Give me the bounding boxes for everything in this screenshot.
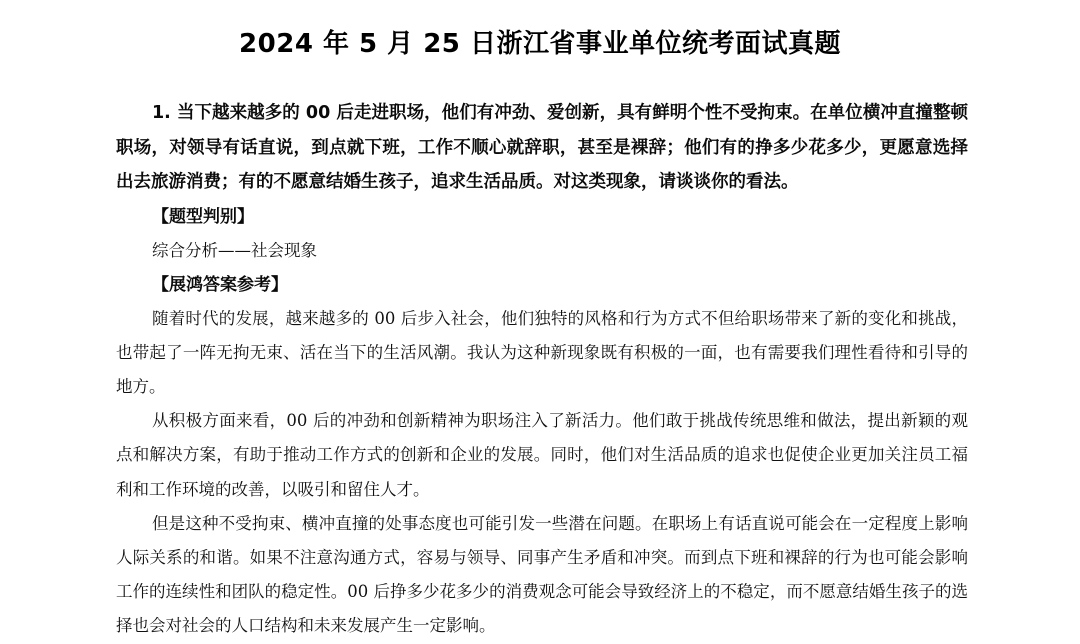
document-body [116, 96, 968, 644]
answer-paragraph: 随着时代的发展，越来越多的 00 后步入社会，他们独特的风格和行为方式不但给职场带来了新的变化和挑战，也带起了一阵无拘无束、活在当下的生活风潮。我认为这种新现象既有积极的一面，也有需要我们理性看待和引导的地方。 [116, 308, 968, 396]
type-value: 综合分析——社会现象 [152, 240, 317, 260]
document-title: 2024 年 5 月 25 日浙江省事业单位统考面试真题 [239, 29, 841, 59]
answer-paragraph: 但是这种不受拘束、横冲直撞的处事态度也可能引发一些潜在问题。在职场上有话直说可能会在一定程度上影响人际关系的和谐。如果不注意沟通方式，容易与领导、同事产生矛盾和冲突。而到点下班和裸辞的行为也可能会影响工作的连续性和团队的稳定性。00 后挣多少花多少的消费观念可能会导致经济上的不稳定，而不愿意结婚生孩子的选择也会对社会的人口结构和未来发展产生一定影响。 [116, 513, 968, 636]
type-heading: 【题型判别】 [152, 206, 254, 227]
question-text: 1. 当下越来越多的 00 后走进职场，他们有冲劲、爱创新，具有鲜明个性不受拘束。在单位横冲直撞整顿职场，对领导有话直说，到点就下班，工作不顺心就辞职，甚至是裸辞；他们有的挣多少花多少，更愿意选择出去旅游消费；有的不愿意结婚生孩子，追求生活品质。对这类现象，请谈谈你的看法。 [116, 103, 968, 192]
answer-heading: 【展鸿答案参考】 [152, 274, 288, 295]
answer-paragraph: 从积极方面来看，00 后的冲劲和创新精神为职场注入了新活力。他们敢于挑战传统思维和做法，提出新颖的观点和解决方案，有助于推动工作方式的创新和企业的发展。同时，他们对生活品质的追求也促使企业更加关注员工福利和工作环境的改善，以吸引和留住人才。 [116, 411, 968, 499]
